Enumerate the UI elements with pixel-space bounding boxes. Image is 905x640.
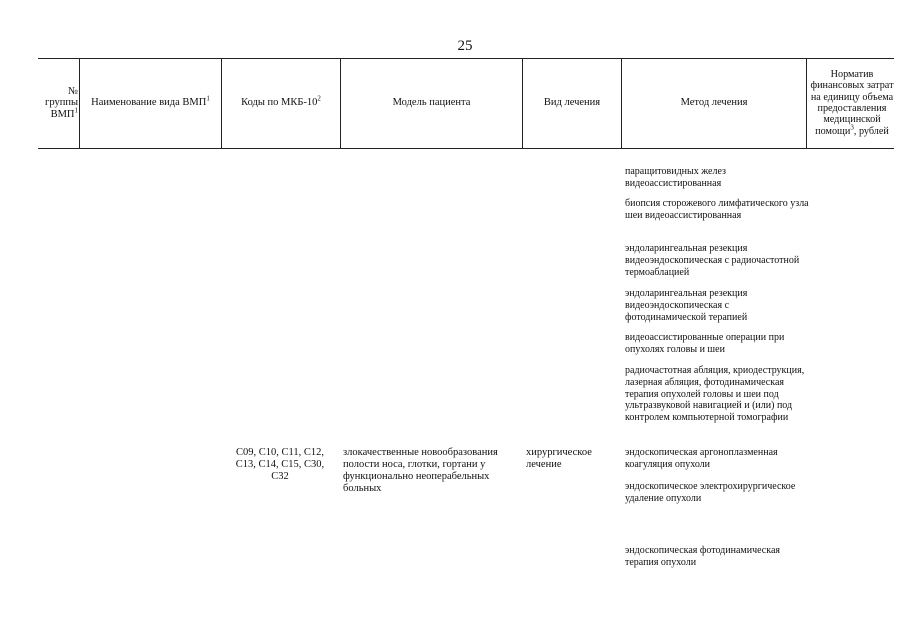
header-cost-norm: Норматив финансовых затрат на единицу объема предоставления медицинской помощи$^3$, рублей [810,69,894,137]
method-item: паращитовидных желез видеоассистированная [625,166,726,189]
method-item: эндоларингеальная резекция видеоэндоскопическая с радиочастотной термоаблацией [625,243,800,278]
header-icd-codes: Коды по МКБ-$10^2$ [241,94,321,109]
header-treatment-method: Метод лечения [680,97,748,109]
page-number: 25 [457,38,473,54]
method-item: эндоскопическое электрохирургическое удаление опухоли [625,481,796,504]
method-item: биопсия сторожевого лимфатического узла шеи видеоассистированная [625,198,809,221]
header-treatment-type: Вид лечения [543,97,601,109]
icd-codes-cell: C09, C10, C11, C12, C13, C14, C15, C30, C32 [235,447,325,482]
method-item: эндоскопическая аргоноплазменная коагуляция опухоли [625,447,778,470]
treatment-type-cell: хирургическое лечение [526,447,592,470]
header-patient-model: Модель пациента [392,97,471,109]
method-item: радиочастотная абляция, криодеструкция, лазерная абляция, фотодинамическая терапия опухолей головы и шеи под ультразвуковой навигацией и (или) под контролем компьютерной томографии [625,365,805,424]
table-header-bottom-border [38,148,894,149]
header-vmp-name: Наименование вида ВМП$^1$ [91,94,210,109]
table-top-border [38,58,894,59]
method-item: эндоскопическая фотодинамическая терапия опухоли [625,545,780,568]
method-item: эндоларингеальная резекция видеоэндоскопическая с фотодинамической терапией [625,288,748,323]
patient-model-cell: злокачественные новообразования полости носа, глотки, гортани у функционально неоперабельных больных [343,447,498,494]
method-item: видеоассистированные операции при опухолях головы и шеи [625,332,785,355]
header-group-number: № группы ВМП$^1$ [45,85,78,120]
